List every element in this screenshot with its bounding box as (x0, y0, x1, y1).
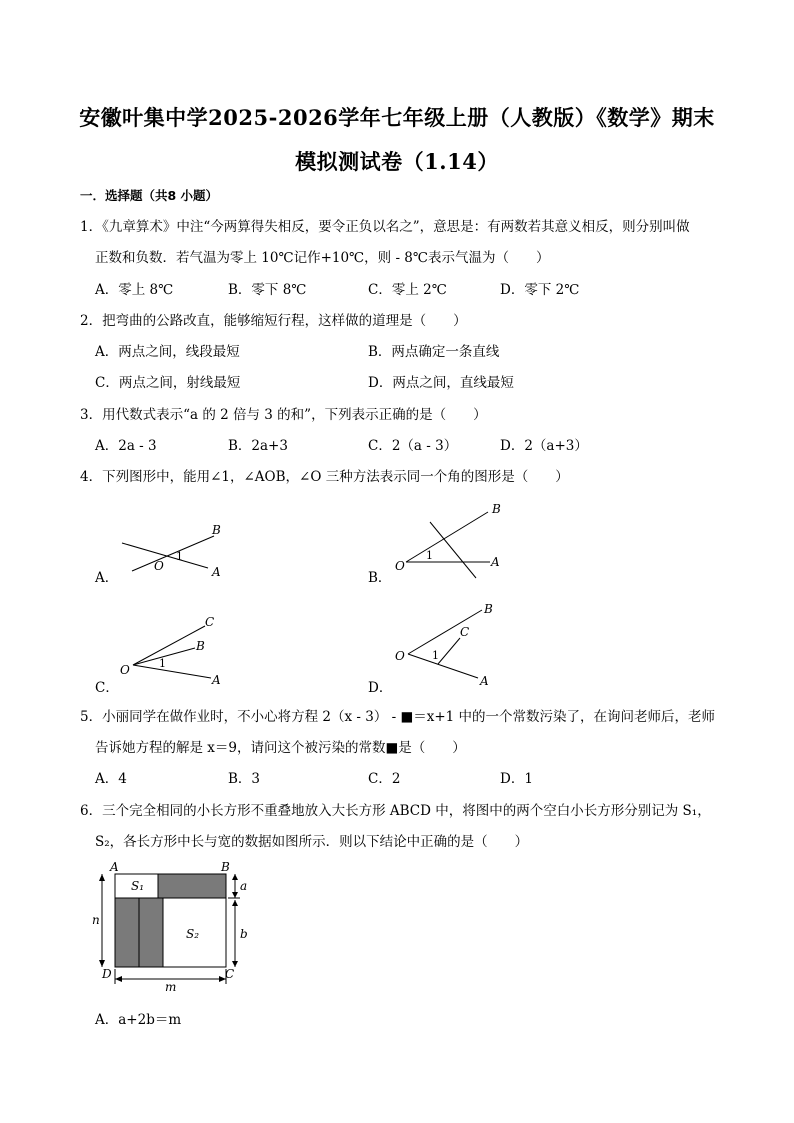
label-a: A (491, 555, 500, 569)
ray-ob (406, 512, 488, 562)
q1-option-b: B．零下 8℃ (228, 282, 307, 298)
label-o: O (120, 663, 130, 677)
ray-ob (408, 610, 482, 654)
label-o: O (395, 649, 405, 663)
q5-line2: 告诉她方程的解是 x＝9，请问这个被污染的常数■是（ ） (95, 740, 466, 756)
q4-figure-b (392, 500, 532, 590)
label-dim-b: b (240, 927, 248, 941)
label-angle-1: 1 (159, 657, 166, 670)
label-s2: S₂ (186, 927, 200, 941)
q2-option-d: D．两点之间，直线最短 (368, 375, 514, 391)
q6-option-a: A．a+2b＝m (95, 1012, 182, 1028)
label-c: C (205, 615, 215, 629)
ray-oc (438, 638, 460, 664)
q6-rectangle-figure (90, 858, 260, 998)
q1-line2: 正数和负数．若气温为零上 10℃记作+10℃，则 - 8℃表示气温为（ ） (95, 250, 550, 266)
q3-option-d: D．2（a+3） (500, 438, 588, 454)
label-a: A (212, 565, 221, 579)
label-angle-1: 1 (176, 550, 183, 563)
q2-option-c: C．两点之间，射线最短 (95, 375, 241, 391)
q6-line1: 6．三个完全相同的小长方形不重叠地放入大长方形 ABCD 中，将图中的两个空白小长方形分别记为 S₁， (80, 803, 711, 819)
label-angle-1: 1 (426, 549, 433, 562)
label-dim-m: m (165, 980, 177, 994)
q4-figure-d (392, 598, 532, 698)
q5-option-d: D．1 (500, 771, 533, 787)
label-a: A (212, 673, 221, 687)
label-b: B (484, 602, 493, 616)
q4-figure-a (110, 518, 250, 598)
arrowhead (232, 900, 238, 906)
ray-oa (133, 665, 211, 678)
label-a-vertex: A (110, 860, 119, 874)
section-heading: 一．选择题（共8 小题） (80, 188, 219, 203)
q4-option-b: B． (368, 570, 392, 586)
arrowhead (99, 960, 105, 967)
q1-option-c: C．零上 2℃ (368, 282, 447, 298)
q3-option-c: C．2（a - 3） (368, 438, 458, 454)
arrowhead (99, 874, 105, 881)
arrowhead (232, 892, 238, 898)
crossing-line (430, 522, 476, 578)
label-angle-1: 1 (432, 649, 439, 662)
exam-title-line2: 模拟测试卷（1.14） (295, 149, 499, 174)
shaded-rectangle-left2 (139, 898, 163, 967)
q1-option-a: A．零上 8℃ (95, 282, 174, 298)
q5-option-a: A．4 (95, 771, 127, 787)
q4-option-d: D． (368, 680, 393, 696)
label-dim-a: a (240, 879, 248, 893)
exam-title-line1: 安徽叶集中学2025-2026学年七年级上册（人教版）《数学》期末 (79, 105, 715, 130)
q2-option-b: B．两点确定一条直线 (368, 344, 500, 360)
q4-line1: 4．下列图形中，能用∠1，∠AOB，∠O 三种方法表示同一个角的图形是（ ） (80, 469, 569, 485)
q4-option-a: A． (95, 570, 119, 586)
label-s1: S₁ (131, 879, 145, 893)
q4-option-c: C． (95, 680, 119, 696)
arrowhead (232, 874, 238, 880)
label-o: O (395, 559, 405, 573)
label-c: C (460, 625, 470, 639)
label-c-vertex: C (225, 967, 235, 981)
q1-option-d: D．零下 2℃ (500, 282, 580, 298)
label-b: B (196, 639, 205, 653)
q5-line1: 5．小丽同学在做作业时，不小心将方程 2（x - 3） - ■＝x+1 中的一个常数污染了，在询问老师后，老师 (80, 709, 716, 725)
q4-figure-c (115, 610, 255, 700)
q3-option-a: A．2a - 3 (95, 438, 157, 454)
q1-line1: 1．《九章算术》中注“今两算得失相反，要令正负以名之”，意思是：有两数若其意义相反，则分别叫做 (80, 219, 690, 235)
label-d-vertex: D (102, 967, 112, 981)
q3-option-b: B．2a+3 (228, 438, 288, 454)
label-a: A (480, 674, 489, 688)
q2-option-a: A．两点之间，线段最短 (95, 344, 240, 360)
ray-oa (122, 543, 208, 568)
shaded-rectangle-top (158, 874, 226, 898)
ray-oc (133, 626, 205, 665)
q5-option-b: B．3 (228, 771, 261, 787)
arrowhead (115, 976, 122, 982)
label-dim-n: n (92, 913, 100, 927)
q5-option-c: C．2 (368, 771, 401, 787)
q6-line2: S₂，各长方形中长与宽的数据如图所示．则以下结论中正确的是（ ） (95, 834, 529, 850)
label-b: B (492, 502, 501, 516)
shaded-rectangle-left1 (115, 898, 139, 967)
label-b-vertex: B (221, 860, 230, 874)
label-o: O (154, 559, 164, 573)
q3-line1: 3．用代数式表示“a 的 2 倍与 3 的和”，下列表示正确的是（ ） (80, 407, 487, 423)
label-b: B (212, 523, 221, 537)
q2-line1: 2．把弯曲的公路改直，能够缩短行程，这样做的道理是（ ） (80, 313, 467, 329)
